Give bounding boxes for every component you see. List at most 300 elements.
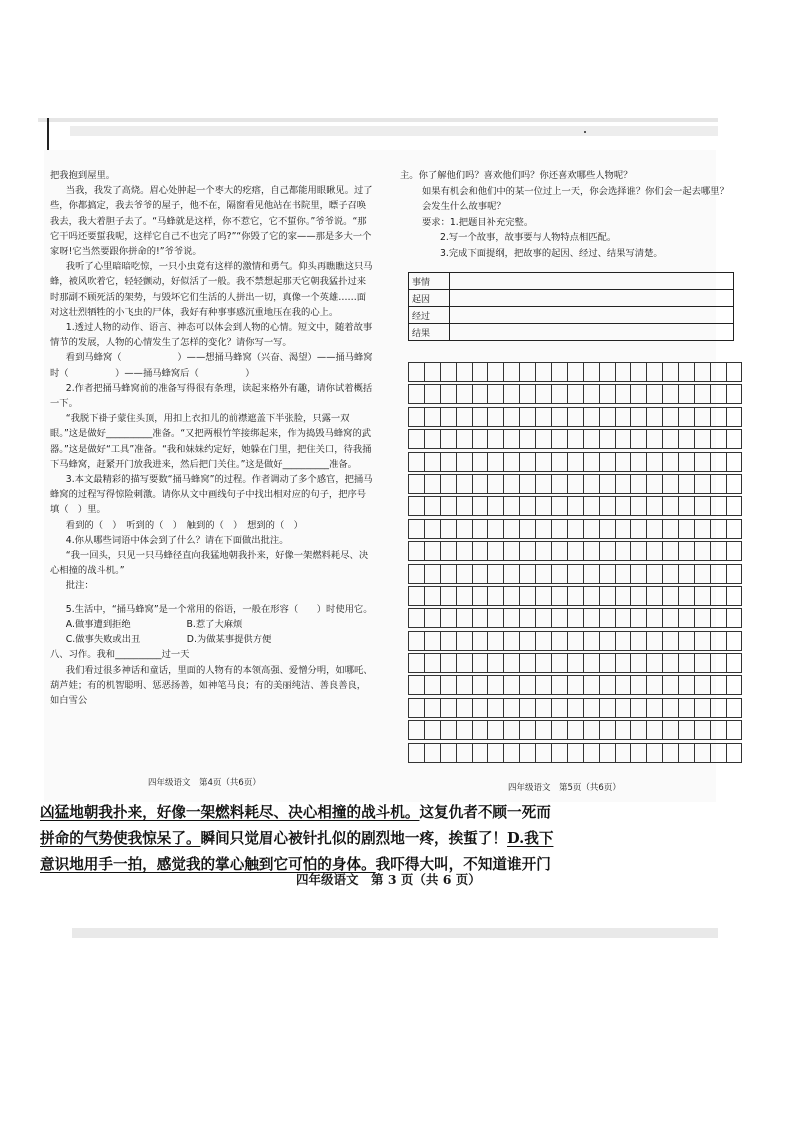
grid-cell[interactable] xyxy=(487,452,503,472)
grid-cell[interactable] xyxy=(678,519,694,539)
grid-cell[interactable] xyxy=(487,407,503,427)
grid-cell[interactable] xyxy=(408,698,424,718)
grid-cell[interactable] xyxy=(662,429,678,449)
grid-cell[interactable] xyxy=(710,743,726,763)
grid-cell[interactable] xyxy=(551,496,567,516)
grid-cell[interactable] xyxy=(630,608,646,628)
grid-cell[interactable] xyxy=(456,564,472,584)
grid-cell[interactable] xyxy=(694,631,710,651)
grid-cell[interactable] xyxy=(662,698,678,718)
grid-cell[interactable] xyxy=(424,743,440,763)
grid-cell[interactable] xyxy=(456,452,472,472)
grid-cell[interactable] xyxy=(694,496,710,516)
grid-cell[interactable] xyxy=(503,541,519,561)
grid-cell[interactable] xyxy=(535,586,551,606)
grid-cell[interactable] xyxy=(503,608,519,628)
grid-cell[interactable] xyxy=(440,743,456,763)
grid-cell[interactable] xyxy=(678,586,694,606)
grid-cell[interactable] xyxy=(662,653,678,673)
grid-cell[interactable] xyxy=(456,407,472,427)
grid-cell[interactable] xyxy=(472,675,488,695)
grid-cell[interactable] xyxy=(726,362,742,382)
grid-cell[interactable] xyxy=(646,384,662,404)
grid-cell[interactable] xyxy=(551,384,567,404)
grid-cell[interactable] xyxy=(440,631,456,651)
grid-cell[interactable] xyxy=(630,496,646,516)
grid-cell[interactable] xyxy=(694,407,710,427)
grid-cell[interactable] xyxy=(456,743,472,763)
grid-cell[interactable] xyxy=(551,720,567,740)
grid-cell[interactable] xyxy=(710,631,726,651)
grid-cell[interactable] xyxy=(551,564,567,584)
grid-cell[interactable] xyxy=(567,608,583,628)
grid-cell[interactable] xyxy=(726,720,742,740)
grid-cell[interactable] xyxy=(662,384,678,404)
grid-cell[interactable] xyxy=(599,429,615,449)
grid-cell[interactable] xyxy=(583,384,599,404)
grid-cell[interactable] xyxy=(662,564,678,584)
grid-cell[interactable] xyxy=(519,474,535,494)
grid-cell[interactable] xyxy=(440,564,456,584)
grid-cell[interactable] xyxy=(503,452,519,472)
grid-cell[interactable] xyxy=(503,429,519,449)
grid-cell[interactable] xyxy=(503,653,519,673)
grid-cell[interactable] xyxy=(567,384,583,404)
grid-cell[interactable] xyxy=(615,653,631,673)
grid-cell[interactable] xyxy=(535,675,551,695)
grid-cell[interactable] xyxy=(456,698,472,718)
grid-cell[interactable] xyxy=(440,653,456,673)
grid-cell[interactable] xyxy=(424,564,440,584)
grid-cell[interactable] xyxy=(726,429,742,449)
grid-cell[interactable] xyxy=(615,496,631,516)
grid-cell[interactable] xyxy=(408,384,424,404)
grid-cell[interactable] xyxy=(710,586,726,606)
grid-cell[interactable] xyxy=(472,474,488,494)
grid-cell[interactable] xyxy=(567,496,583,516)
grid-cell[interactable] xyxy=(535,362,551,382)
grid-cell[interactable] xyxy=(487,429,503,449)
grid-cell[interactable] xyxy=(726,564,742,584)
grid-cell[interactable] xyxy=(424,474,440,494)
grid-cell[interactable] xyxy=(678,474,694,494)
grid-cell[interactable] xyxy=(678,698,694,718)
grid-cell[interactable] xyxy=(567,631,583,651)
grid-cell[interactable] xyxy=(678,452,694,472)
grid-cell[interactable] xyxy=(551,675,567,695)
grid-cell[interactable] xyxy=(503,519,519,539)
outline-field[interactable] xyxy=(450,290,734,307)
grid-cell[interactable] xyxy=(678,720,694,740)
grid-cell[interactable] xyxy=(726,608,742,628)
grid-cell[interactable] xyxy=(726,384,742,404)
grid-cell[interactable] xyxy=(630,586,646,606)
grid-cell[interactable] xyxy=(646,586,662,606)
grid-cell[interactable] xyxy=(615,675,631,695)
grid-cell[interactable] xyxy=(583,631,599,651)
grid-cell[interactable] xyxy=(710,653,726,673)
grid-cell[interactable] xyxy=(726,698,742,718)
grid-cell[interactable] xyxy=(662,496,678,516)
grid-cell[interactable] xyxy=(615,698,631,718)
grid-cell[interactable] xyxy=(472,519,488,539)
grid-cell[interactable] xyxy=(567,452,583,472)
grid-cell[interactable] xyxy=(583,362,599,382)
grid-cell[interactable] xyxy=(456,429,472,449)
grid-cell[interactable] xyxy=(440,519,456,539)
grid-cell[interactable] xyxy=(487,675,503,695)
grid-cell[interactable] xyxy=(503,564,519,584)
grid-cell[interactable] xyxy=(662,519,678,539)
grid-cell[interactable] xyxy=(472,698,488,718)
grid-cell[interactable] xyxy=(646,743,662,763)
grid-cell[interactable] xyxy=(567,720,583,740)
grid-cell[interactable] xyxy=(646,362,662,382)
grid-cell[interactable] xyxy=(519,496,535,516)
grid-cell[interactable] xyxy=(440,452,456,472)
grid-cell[interactable] xyxy=(630,653,646,673)
grid-cell[interactable] xyxy=(599,586,615,606)
grid-cell[interactable] xyxy=(503,474,519,494)
grid-cell[interactable] xyxy=(694,541,710,561)
grid-cell[interactable] xyxy=(551,474,567,494)
grid-cell[interactable] xyxy=(424,608,440,628)
grid-cell[interactable] xyxy=(646,608,662,628)
grid-cell[interactable] xyxy=(456,586,472,606)
grid-cell[interactable] xyxy=(694,429,710,449)
grid-cell[interactable] xyxy=(678,407,694,427)
grid-cell[interactable] xyxy=(678,362,694,382)
grid-cell[interactable] xyxy=(535,720,551,740)
grid-cell[interactable] xyxy=(487,541,503,561)
grid-cell[interactable] xyxy=(551,698,567,718)
grid-cell[interactable] xyxy=(408,631,424,651)
grid-cell[interactable] xyxy=(726,519,742,539)
grid-cell[interactable] xyxy=(456,384,472,404)
grid-cell[interactable] xyxy=(583,720,599,740)
grid-cell[interactable] xyxy=(503,675,519,695)
grid-cell[interactable] xyxy=(678,675,694,695)
grid-cell[interactable] xyxy=(408,564,424,584)
grid-cell[interactable] xyxy=(567,743,583,763)
grid-cell[interactable] xyxy=(519,519,535,539)
grid-cell[interactable] xyxy=(424,429,440,449)
grid-cell[interactable] xyxy=(630,474,646,494)
grid-cell[interactable] xyxy=(424,698,440,718)
grid-cell[interactable] xyxy=(408,429,424,449)
grid-cell[interactable] xyxy=(424,407,440,427)
grid-cell[interactable] xyxy=(487,586,503,606)
grid-cell[interactable] xyxy=(519,653,535,673)
grid-cell[interactable] xyxy=(599,720,615,740)
grid-cell[interactable] xyxy=(487,631,503,651)
grid-cell[interactable] xyxy=(694,362,710,382)
grid-cell[interactable] xyxy=(424,675,440,695)
grid-cell[interactable] xyxy=(630,720,646,740)
grid-cell[interactable] xyxy=(646,675,662,695)
grid-cell[interactable] xyxy=(519,429,535,449)
grid-cell[interactable] xyxy=(583,743,599,763)
grid-cell[interactable] xyxy=(678,608,694,628)
grid-cell[interactable] xyxy=(551,452,567,472)
grid-cell[interactable] xyxy=(615,474,631,494)
grid-cell[interactable] xyxy=(599,452,615,472)
grid-cell[interactable] xyxy=(710,384,726,404)
grid-cell[interactable] xyxy=(583,496,599,516)
grid-cell[interactable] xyxy=(615,519,631,539)
grid-cell[interactable] xyxy=(599,496,615,516)
grid-cell[interactable] xyxy=(583,653,599,673)
grid-cell[interactable] xyxy=(551,653,567,673)
grid-cell[interactable] xyxy=(694,698,710,718)
grid-cell[interactable] xyxy=(694,743,710,763)
grid-cell[interactable] xyxy=(615,743,631,763)
grid-cell[interactable] xyxy=(599,608,615,628)
grid-cell[interactable] xyxy=(551,586,567,606)
grid-cell[interactable] xyxy=(583,474,599,494)
grid-cell[interactable] xyxy=(440,474,456,494)
grid-cell[interactable] xyxy=(472,384,488,404)
grid-cell[interactable] xyxy=(615,586,631,606)
grid-cell[interactable] xyxy=(519,608,535,628)
outline-field[interactable] xyxy=(450,324,734,341)
grid-cell[interactable] xyxy=(472,541,488,561)
grid-cell[interactable] xyxy=(456,608,472,628)
grid-cell[interactable] xyxy=(615,631,631,651)
grid-cell[interactable] xyxy=(662,362,678,382)
grid-cell[interactable] xyxy=(519,586,535,606)
grid-cell[interactable] xyxy=(567,474,583,494)
grid-cell[interactable] xyxy=(710,474,726,494)
grid-cell[interactable] xyxy=(424,452,440,472)
grid-cell[interactable] xyxy=(615,384,631,404)
grid-cell[interactable] xyxy=(551,429,567,449)
grid-cell[interactable] xyxy=(456,675,472,695)
grid-cell[interactable] xyxy=(678,564,694,584)
grid-cell[interactable] xyxy=(646,519,662,539)
grid-cell[interactable] xyxy=(710,698,726,718)
grid-cell[interactable] xyxy=(424,586,440,606)
grid-cell[interactable] xyxy=(456,720,472,740)
grid-cell[interactable] xyxy=(662,452,678,472)
grid-cell[interactable] xyxy=(726,653,742,673)
grid-cell[interactable] xyxy=(710,407,726,427)
grid-cell[interactable] xyxy=(646,698,662,718)
grid-cell[interactable] xyxy=(694,474,710,494)
grid-cell[interactable] xyxy=(472,362,488,382)
grid-cell[interactable] xyxy=(487,362,503,382)
grid-cell[interactable] xyxy=(726,675,742,695)
grid-cell[interactable] xyxy=(408,675,424,695)
grid-cell[interactable] xyxy=(583,586,599,606)
grid-cell[interactable] xyxy=(599,743,615,763)
grid-cell[interactable] xyxy=(615,429,631,449)
grid-cell[interactable] xyxy=(519,384,535,404)
grid-cell[interactable] xyxy=(567,362,583,382)
grid-cell[interactable] xyxy=(646,564,662,584)
grid-cell[interactable] xyxy=(615,564,631,584)
grid-cell[interactable] xyxy=(440,429,456,449)
grid-cell[interactable] xyxy=(646,452,662,472)
grid-cell[interactable] xyxy=(503,496,519,516)
grid-cell[interactable] xyxy=(408,608,424,628)
grid-cell[interactable] xyxy=(519,362,535,382)
grid-cell[interactable] xyxy=(456,541,472,561)
grid-cell[interactable] xyxy=(519,675,535,695)
grid-cell[interactable] xyxy=(535,429,551,449)
grid-cell[interactable] xyxy=(503,362,519,382)
grid-cell[interactable] xyxy=(662,675,678,695)
grid-cell[interactable] xyxy=(630,675,646,695)
grid-cell[interactable] xyxy=(535,496,551,516)
grid-cell[interactable] xyxy=(487,496,503,516)
grid-cell[interactable] xyxy=(503,631,519,651)
grid-cell[interactable] xyxy=(726,474,742,494)
grid-cell[interactable] xyxy=(583,541,599,561)
grid-cell[interactable] xyxy=(551,407,567,427)
grid-cell[interactable] xyxy=(599,407,615,427)
grid-cell[interactable] xyxy=(615,720,631,740)
grid-cell[interactable] xyxy=(472,564,488,584)
grid-cell[interactable] xyxy=(408,496,424,516)
grid-cell[interactable] xyxy=(424,720,440,740)
grid-cell[interactable] xyxy=(615,452,631,472)
grid-cell[interactable] xyxy=(583,675,599,695)
grid-cell[interactable] xyxy=(456,631,472,651)
grid-cell[interactable] xyxy=(615,407,631,427)
grid-cell[interactable] xyxy=(408,362,424,382)
grid-cell[interactable] xyxy=(472,429,488,449)
grid-cell[interactable] xyxy=(646,720,662,740)
grid-cell[interactable] xyxy=(694,384,710,404)
grid-cell[interactable] xyxy=(694,608,710,628)
grid-cell[interactable] xyxy=(456,362,472,382)
grid-cell[interactable] xyxy=(408,653,424,673)
grid-cell[interactable] xyxy=(408,452,424,472)
grid-cell[interactable] xyxy=(599,631,615,651)
grid-cell[interactable] xyxy=(472,407,488,427)
grid-cell[interactable] xyxy=(567,429,583,449)
grid-cell[interactable] xyxy=(424,496,440,516)
grid-cell[interactable] xyxy=(694,519,710,539)
grid-cell[interactable] xyxy=(503,586,519,606)
grid-cell[interactable] xyxy=(567,564,583,584)
grid-cell[interactable] xyxy=(519,743,535,763)
grid-cell[interactable] xyxy=(583,564,599,584)
grid-cell[interactable] xyxy=(678,429,694,449)
grid-cell[interactable] xyxy=(551,743,567,763)
grid-cell[interactable] xyxy=(503,384,519,404)
grid-cell[interactable] xyxy=(487,384,503,404)
grid-cell[interactable] xyxy=(599,564,615,584)
grid-cell[interactable] xyxy=(599,519,615,539)
grid-cell[interactable] xyxy=(694,720,710,740)
grid-cell[interactable] xyxy=(567,541,583,561)
grid-cell[interactable] xyxy=(408,586,424,606)
grid-cell[interactable] xyxy=(630,541,646,561)
grid-cell[interactable] xyxy=(456,496,472,516)
grid-cell[interactable] xyxy=(583,519,599,539)
grid-cell[interactable] xyxy=(646,474,662,494)
grid-cell[interactable] xyxy=(551,362,567,382)
grid-cell[interactable] xyxy=(487,564,503,584)
grid-cell[interactable] xyxy=(646,631,662,651)
outline-field[interactable] xyxy=(450,307,734,324)
grid-cell[interactable] xyxy=(440,675,456,695)
grid-cell[interactable] xyxy=(456,653,472,673)
grid-cell[interactable] xyxy=(615,608,631,628)
grid-cell[interactable] xyxy=(440,586,456,606)
grid-cell[interactable] xyxy=(424,631,440,651)
grid-cell[interactable] xyxy=(535,519,551,539)
grid-cell[interactable] xyxy=(710,720,726,740)
grid-cell[interactable] xyxy=(694,653,710,673)
grid-cell[interactable] xyxy=(726,743,742,763)
grid-cell[interactable] xyxy=(535,653,551,673)
grid-cell[interactable] xyxy=(630,384,646,404)
outline-field[interactable] xyxy=(450,273,734,290)
grid-cell[interactable] xyxy=(646,541,662,561)
grid-cell[interactable] xyxy=(583,452,599,472)
grid-cell[interactable] xyxy=(662,608,678,628)
grid-cell[interactable] xyxy=(678,631,694,651)
grid-cell[interactable] xyxy=(535,452,551,472)
grid-cell[interactable] xyxy=(567,519,583,539)
grid-cell[interactable] xyxy=(599,384,615,404)
grid-cell[interactable] xyxy=(662,720,678,740)
grid-cell[interactable] xyxy=(630,362,646,382)
grid-cell[interactable] xyxy=(440,496,456,516)
grid-cell[interactable] xyxy=(615,541,631,561)
grid-cell[interactable] xyxy=(583,407,599,427)
grid-cell[interactable] xyxy=(487,698,503,718)
grid-cell[interactable] xyxy=(408,720,424,740)
grid-cell[interactable] xyxy=(487,720,503,740)
grid-cell[interactable] xyxy=(726,541,742,561)
grid-cell[interactable] xyxy=(440,541,456,561)
grid-cell[interactable] xyxy=(630,407,646,427)
grid-cell[interactable] xyxy=(472,653,488,673)
grid-cell[interactable] xyxy=(472,743,488,763)
grid-cell[interactable] xyxy=(535,474,551,494)
grid-cell[interactable] xyxy=(535,384,551,404)
grid-cell[interactable] xyxy=(519,541,535,561)
grid-cell[interactable] xyxy=(630,631,646,651)
grid-cell[interactable] xyxy=(487,519,503,539)
grid-cell[interactable] xyxy=(583,698,599,718)
grid-cell[interactable] xyxy=(440,362,456,382)
grid-cell[interactable] xyxy=(440,720,456,740)
grid-cell[interactable] xyxy=(424,519,440,539)
grid-cell[interactable] xyxy=(599,698,615,718)
grid-cell[interactable] xyxy=(487,608,503,628)
grid-cell[interactable] xyxy=(599,541,615,561)
grid-cell[interactable] xyxy=(472,586,488,606)
grid-cell[interactable] xyxy=(424,362,440,382)
grid-cell[interactable] xyxy=(662,474,678,494)
grid-cell[interactable] xyxy=(440,384,456,404)
grid-cell[interactable] xyxy=(646,496,662,516)
grid-cell[interactable] xyxy=(535,608,551,628)
grid-cell[interactable] xyxy=(678,384,694,404)
grid-cell[interactable] xyxy=(551,608,567,628)
grid-cell[interactable] xyxy=(487,474,503,494)
grid-cell[interactable] xyxy=(424,541,440,561)
grid-cell[interactable] xyxy=(503,698,519,718)
grid-cell[interactable] xyxy=(694,675,710,695)
grid-cell[interactable] xyxy=(615,362,631,382)
grid-cell[interactable] xyxy=(678,743,694,763)
